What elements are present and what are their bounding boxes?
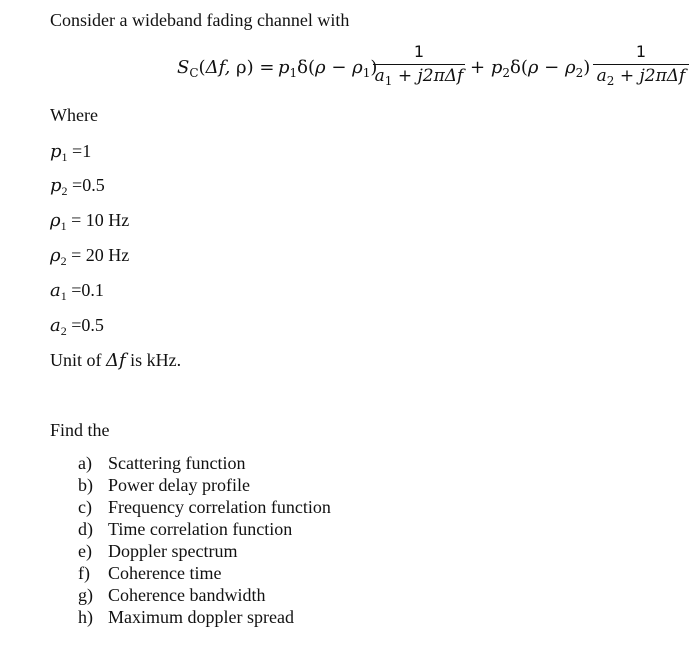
list-item: d) Time correlation function [78, 519, 293, 539]
param-rho2: $\rho_2 = 20$ Hz [50, 245, 130, 268]
scattering-equation [177, 40, 692, 96]
equation-fraction-1 [373, 42, 465, 92]
list-item: g) Coherence bandwidth [78, 585, 266, 605]
list-item: a) Scattering function [78, 453, 246, 473]
param-p2: $p_2 =0.5$ [50, 175, 105, 198]
list-item: h) Maximum doppler spread [78, 607, 294, 627]
param-a2: $a_2 =0.5$ [50, 315, 104, 338]
equation-term2: + $p_2\delta(\rho - \rho_2)$ [470, 57, 591, 80]
equation-fraction-2 [593, 42, 689, 92]
list-item: e) Doppler spectrum [78, 541, 238, 561]
equation-lhs: $S_C(\Delta f$, ρ) = [177, 57, 275, 80]
param-rho1: $\rho_1 = 10$ Hz [50, 210, 130, 233]
where-label: Where [50, 105, 98, 125]
param-a1: $a_1 =0.1$ [50, 280, 104, 303]
fraction-2-numerator: 1 [635, 42, 647, 61]
list-item: c) Frequency correlation function [78, 497, 331, 517]
fraction-1-numerator: 1 [413, 42, 425, 61]
equation-term1: $p_1\delta(\rho - \rho_1)$ [278, 57, 378, 80]
param-p1: $p_1 =1$ [50, 141, 92, 164]
task-list [78, 452, 331, 628]
fraction-1-denominator: $a_1 + j2\pi\Delta f$ [374, 66, 464, 88]
unit-note: Unit of Δf is kHz. [50, 350, 182, 371]
intro-text: Consider a wideband fading channel with [50, 10, 350, 30]
fraction-2-denominator: $a_2 + j2\pi\Delta f$ [596, 66, 686, 88]
list-item: f) Coherence time [78, 563, 222, 583]
list-item: b) Power delay profile [78, 475, 250, 495]
find-label: Find the [50, 420, 110, 440]
